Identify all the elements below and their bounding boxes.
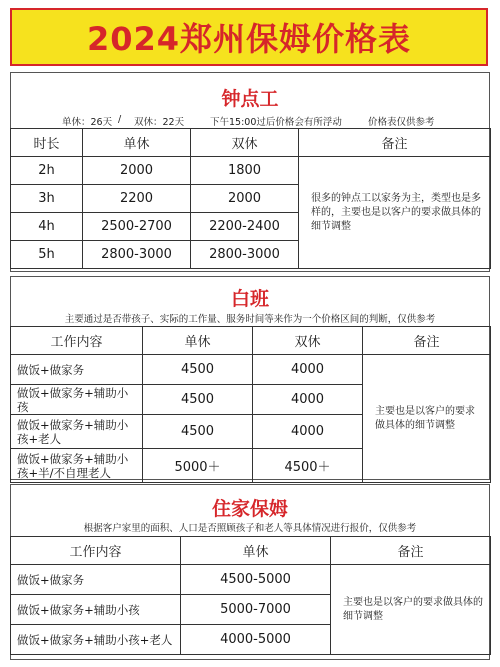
table-cell: 5000＋: [143, 449, 253, 483]
table-cell: 5000-7000: [181, 595, 331, 625]
table-cell: 做饭+做家务: [11, 565, 181, 595]
header-cell: 单休: [181, 537, 331, 565]
table-cell: 2500-2700: [83, 213, 191, 241]
day-table: [10, 326, 491, 483]
table-cell: 4500＋: [253, 449, 363, 483]
header-cell: 单休: [143, 327, 253, 355]
hourly-info-sep: /: [118, 114, 122, 125]
table-cell: 做饭+做家务+辅助小孩: [11, 595, 181, 625]
livein-section-title: 住家保姆: [211, 498, 288, 520]
table-cell: 4500: [143, 355, 253, 385]
header-cell: 双休: [191, 129, 299, 157]
table-cell: 5h: [11, 241, 83, 269]
table-cell: 4500-5000: [181, 565, 331, 595]
hourly-info-double: 双休：22天: [134, 117, 185, 128]
table-cell: 2200: [83, 185, 191, 213]
table-cell: 做饭+做家务: [11, 355, 143, 385]
table-cell: 做饭+做家务+辅助小孩+半/不自理老人: [11, 449, 143, 483]
table-cell: 2h: [11, 157, 83, 185]
header-cell: 备注: [331, 537, 491, 565]
table-cell: 2800-3000: [83, 241, 191, 269]
table-cell: 2200-2400: [191, 213, 299, 241]
title-banner: [10, 8, 488, 66]
header-cell: 双休: [253, 327, 363, 355]
table-cell: 做饭+做家务+辅助小孩+老人: [11, 625, 181, 655]
hourly-info-single: 单休：26天: [62, 117, 113, 128]
hourly-info-ref: 价格表仅供参考: [368, 117, 435, 128]
livein-subtitle: 根据客户家里的面积、人口是否照顾孩子和老人等具体情况进行报价，仅供参考: [83, 523, 417, 534]
hourly-table: [10, 128, 491, 269]
table-cell: 4000: [253, 415, 363, 449]
hourly-section-title: 钟点工: [221, 88, 279, 110]
table-cell: 4h: [11, 213, 83, 241]
table-cell: 1800: [191, 157, 299, 185]
header-cell: 单休: [83, 129, 191, 157]
table-cell: 4000: [253, 385, 363, 415]
table-cell: 3h: [11, 185, 83, 213]
page-title: 2024郑州保姆价格表: [86, 20, 412, 58]
table-cell: 4500: [143, 385, 253, 415]
header-cell: 工作内容: [11, 327, 143, 355]
table-cell: 做饭+做家务+辅助小孩+老人: [11, 415, 143, 449]
table-row: [11, 355, 491, 385]
table-cell: 2800-3000: [191, 241, 299, 269]
day-remark: 主要也是以客户的要求做具体的细节调整: [363, 355, 491, 483]
hourly-info-note: 下午15:00过后价格会有所浮动: [210, 117, 342, 128]
day-subtitle: 主要通过是否带孩子、实际的工作量、服务时间等来作为一个价格区间的判断，仅供参考: [64, 314, 436, 325]
table-cell: 4000-5000: [181, 625, 331, 655]
header-cell: 工作内容: [11, 537, 181, 565]
table-cell: 2000: [83, 157, 191, 185]
livein-table: [10, 536, 491, 655]
livein-remark: 主要也是以客户的要求做具体的细节调整: [331, 565, 491, 655]
header-cell: 时长: [11, 129, 83, 157]
table-cell: 2000: [191, 185, 299, 213]
table-cell: 做饭+做家务+辅助小孩: [11, 385, 143, 415]
table-cell: 4000: [253, 355, 363, 385]
header-cell: 备注: [363, 327, 491, 355]
table-cell: 4500: [143, 415, 253, 449]
day-section-title: 白班: [230, 288, 269, 310]
hourly-remark: 很多的钟点工以家务为主，类型也是多样的，主要也是以客户的要求做具体的细节调整: [299, 157, 491, 269]
table-row: [11, 157, 491, 185]
table-row: [11, 565, 491, 595]
header-cell: 备注: [299, 129, 491, 157]
